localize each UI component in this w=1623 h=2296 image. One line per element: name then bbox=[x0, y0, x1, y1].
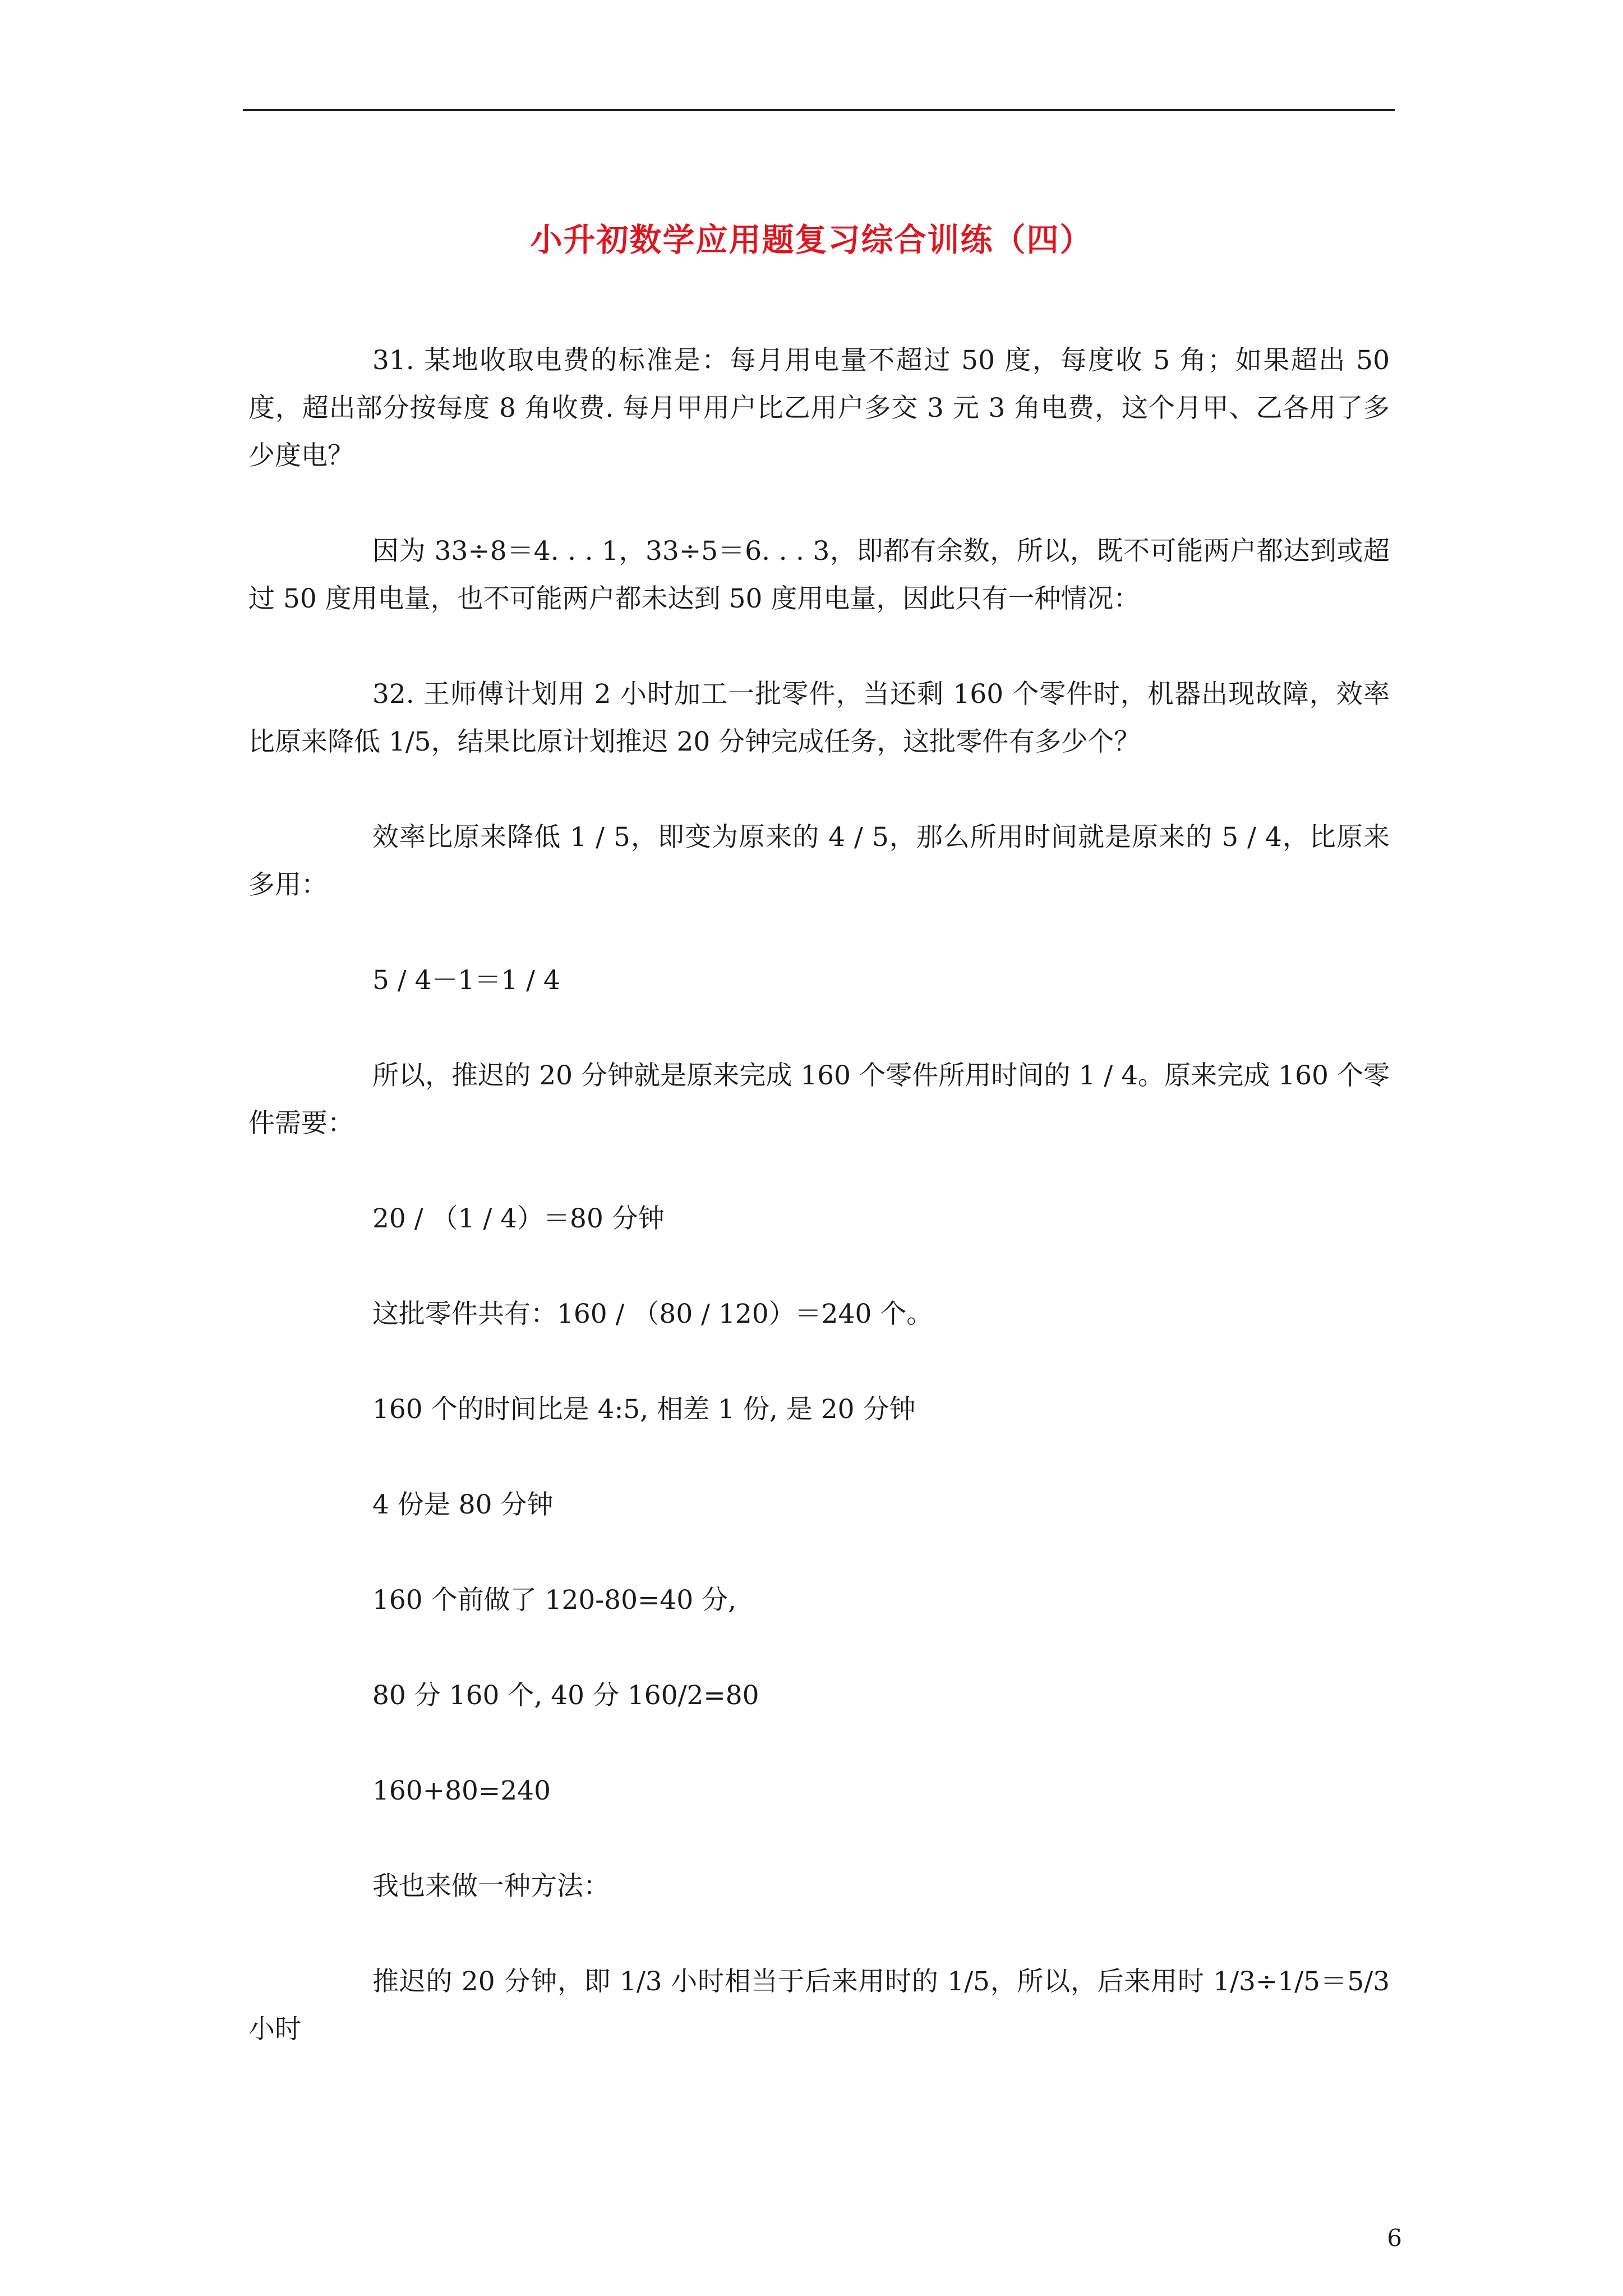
page-number: 6 bbox=[1387, 2224, 1402, 2252]
paragraph-q32-answer: 这批零件共有：160 / （80 / 120）＝240 个。 bbox=[372, 1299, 933, 1329]
paragraph-alt-method-5: 160+80=240 bbox=[372, 1775, 551, 1806]
paragraph-alt-method-2: 4 份是 80 分钟 bbox=[372, 1489, 554, 1520]
paragraph-q32: 32. 王师傅计划用 2 小时加工一批零件，当还剩 160 个零件时，机器出现故障，效率比原来降低 1/5，结果比原计划推迟 20 分钟完成任务，这批零件有多少个？ bbox=[248, 679, 1390, 757]
page-title: 小升初数学应用题复习综合训练（四） bbox=[530, 221, 1093, 259]
paragraph-q32-equation-2: 20 / （1 / 4）＝80 分钟 bbox=[372, 1203, 665, 1234]
header-rule bbox=[243, 109, 1395, 111]
paragraph-q31-solution: 因为 33÷8＝4. . . 1，33÷5＝6. . . 3，即都有余数，所以，既不可能两户都达到或超过 50 度用电量，也不可能两户都未达到 50 度用电量，因此只有一种情况： bbox=[248, 536, 1390, 614]
paragraph-alt-method-3: 160 个前做了 120-80=40 分, bbox=[372, 1585, 737, 1616]
document-body bbox=[248, 337, 1390, 2053]
paragraph-q32-equation-1: 5 / 4－1＝1 / 4 bbox=[372, 965, 560, 996]
paragraph-q32-solution-2: 所以，推迟的 20 分钟就是原来完成 160 个零件所用时间的 1 / 4。原来完成 160 个零件需要： bbox=[248, 1060, 1390, 1139]
paragraph-q31: 31. 某地收取电费的标准是：每月用电量不超过 50 度，每度收 5 角；如果超出 50 度，超出部分按每度 8 角收费. 每月甲用户比乙用户多交 3 元 3 角电费，这个月甲、乙各用了多少度电？ bbox=[248, 345, 1390, 471]
paragraph-alt-method-1: 160 个的时间比是 4:5, 相差 1 份, 是 20 分钟 bbox=[372, 1394, 916, 1425]
paragraph-another-method-intro: 我也来做一种方法： bbox=[372, 1871, 610, 1902]
paragraph-q32-solution-1: 效率比原来降低 1 / 5，即变为原来的 4 / 5，那么所用时间就是原来的 5 / 4，比原来多用： bbox=[248, 822, 1390, 900]
paragraph-another-method: 推迟的 20 分钟，即 1/3 小时相当于后来用时的 1/5，所以，后来用时 1/3÷1/5＝5/3 小时 bbox=[248, 1966, 1390, 2045]
paragraph-alt-method-4: 80 分 160 个, 40 分 160/2=80 bbox=[372, 1680, 759, 1711]
